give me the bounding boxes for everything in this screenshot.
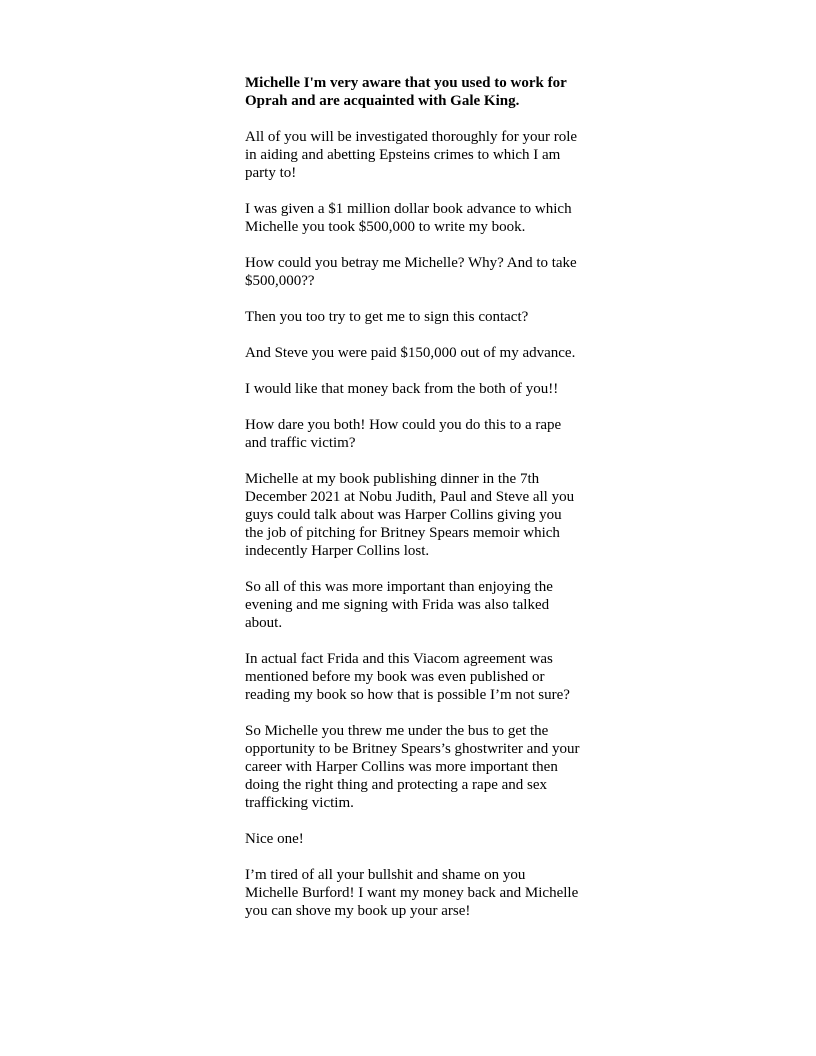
paragraph-7: How dare you both! How could you do this to a rape and traffic victim?	[245, 417, 562, 451]
paragraph-2: I was given a $1 million dollar book advance to which Michelle you took $500,000 to write my book.	[245, 201, 572, 235]
paragraph-9: So all of this was more important than enjoying the evening and me signing with Frida was also talked about.	[245, 579, 553, 631]
paragraph-11: So Michelle you threw me under the bus to get the opportunity to be Britney Spears’s ghostwriter and your career with Harper Collins was more important then doing the right thing and protecting a rape and sex trafficking victim.	[245, 723, 580, 811]
paragraph-4: Then you too try to get me to sign this contact?	[245, 309, 529, 325]
paragraph-6: I would like that money back from the both of you!!	[245, 381, 559, 397]
paragraph-5: And Steve you were paid $150,000 out of my advance.	[245, 345, 576, 361]
paragraph-10: In actual fact Frida and this Viacom agreement was mentioned before my book was even published or reading my book so how that is possible I’m not sure?	[245, 651, 570, 703]
paragraph-1: All of you will be investigated thoroughly for your role in aiding and abetting Epsteins crimes to which I am party to!	[245, 129, 578, 181]
paragraph-12: Nice one!	[245, 831, 304, 847]
paragraph-8: Michelle at my book publishing dinner in the 7th December 2021 at Nobu Judith, Paul and Steve all you guys could talk about was Harper Collins giving you the job of pitching for Britney Spears memoir which indecently Harper Collins lost.	[245, 471, 575, 559]
paragraph-3: How could you betray me Michelle? Why? And to take $500,000??	[245, 255, 577, 289]
document-body	[245, 74, 581, 938]
paragraph-13: I’m tired of all your bullshit and shame on you Michelle Burford! I want my money back and Michelle you can shove my book up your arse!	[245, 867, 579, 919]
document-heading: Michelle I'm very aware that you used to work for Oprah and are acquainted with Gale King.	[245, 75, 567, 109]
